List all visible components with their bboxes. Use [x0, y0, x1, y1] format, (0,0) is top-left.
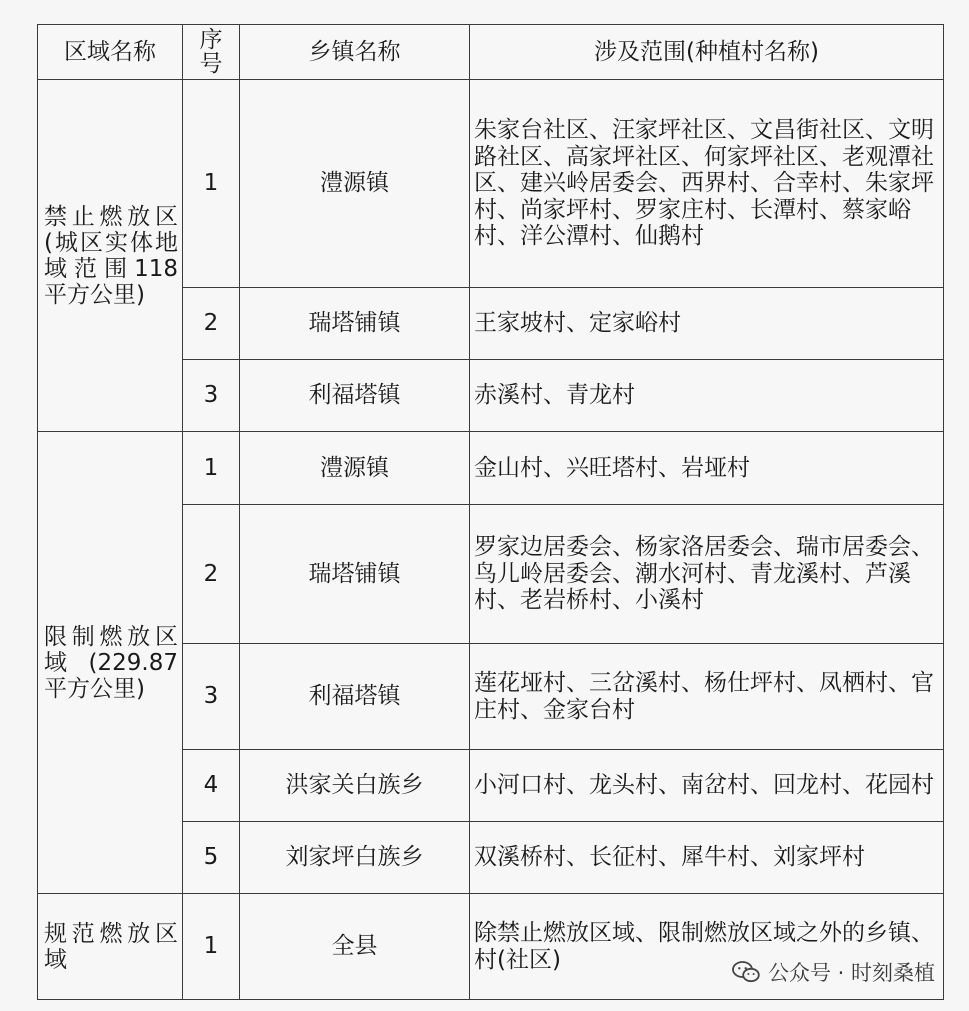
scope-cell: 金山村、兴旺塔村、岩垭村: [470, 432, 944, 505]
seq-cell: 2: [183, 288, 240, 360]
town-cell: 利福塔镇: [240, 644, 470, 750]
scope-cell: 王家坡村、定家峪村: [470, 288, 944, 360]
scope-cell: 莲花垭村、三岔溪村、杨仕坪村、凤栖村、官庄村、金家台村: [470, 644, 944, 750]
town-cell: 洪家关白族乡: [240, 750, 470, 822]
region-cell-regulated: 规范燃放区域: [38, 894, 183, 1000]
scope-cell: 双溪桥村、长征村、犀牛村、刘家坪村: [470, 822, 944, 894]
table-header-row: [38, 25, 944, 80]
town-cell: 澧源镇: [240, 432, 470, 505]
region-cell-restricted: 限制燃放区域(229.87平方公里): [38, 432, 183, 894]
region-cell-prohibited: 禁止燃放区(城区实体地域范围118平方公里): [38, 80, 183, 432]
seq-cell: 5: [183, 822, 240, 894]
header-scope: 涉及范围(种植村名称): [470, 25, 944, 80]
header-region: 区域名称: [38, 25, 183, 80]
seq-cell: 2: [183, 505, 240, 644]
seq-cell: 1: [183, 894, 240, 1000]
seq-cell: 3: [183, 644, 240, 750]
town-cell: 利福塔镇: [240, 360, 470, 432]
scope-cell: 赤溪村、青龙村: [470, 360, 944, 432]
scope-cell: 罗家边居委会、杨家洛居委会、瑞市居委会、鸟儿岭居委会、潮水河村、青龙溪村、芦溪村、老岩桥村、小溪村: [470, 505, 944, 644]
header-seq: [183, 25, 240, 80]
header-town: 乡镇名称: [240, 25, 470, 80]
header-seq-text: 序号: [199, 27, 223, 77]
seq-cell: 1: [183, 80, 240, 288]
town-cell: 刘家坪白族乡: [240, 822, 470, 894]
scope-cell: 除禁止燃放区域、限制燃放区域之外的乡镇、村(社区): [470, 894, 944, 1000]
table-row: [38, 80, 944, 288]
seq-cell: 4: [183, 750, 240, 822]
scope-cell: 小河口村、龙头村、南岔村、回龙村、花园村: [470, 750, 944, 822]
seq-cell: 3: [183, 360, 240, 432]
wechat-watermark: [732, 957, 935, 987]
town-cell: 瑞塔铺镇: [240, 505, 470, 644]
firework-zone-table: [37, 24, 944, 1000]
town-cell: 瑞塔铺镇: [240, 288, 470, 360]
watermark-text: 公众号 · 时刻桑植: [767, 961, 935, 985]
table-row: [38, 432, 944, 505]
seq-cell: 1: [183, 432, 240, 505]
scope-cell: 朱家台社区、汪家坪社区、文昌街社区、文明路社区、高家坪社区、何家坪社区、老观潭社区、建兴岭居委会、西界村、合幸村、朱家坪村、尚家坪村、罗家庄村、长潭村、蔡家峪村、洋公潭村、仙鹅村: [470, 80, 944, 288]
town-cell: 全县: [240, 894, 470, 1000]
town-cell: 澧源镇: [240, 80, 470, 288]
wechat-icon: [732, 961, 760, 983]
